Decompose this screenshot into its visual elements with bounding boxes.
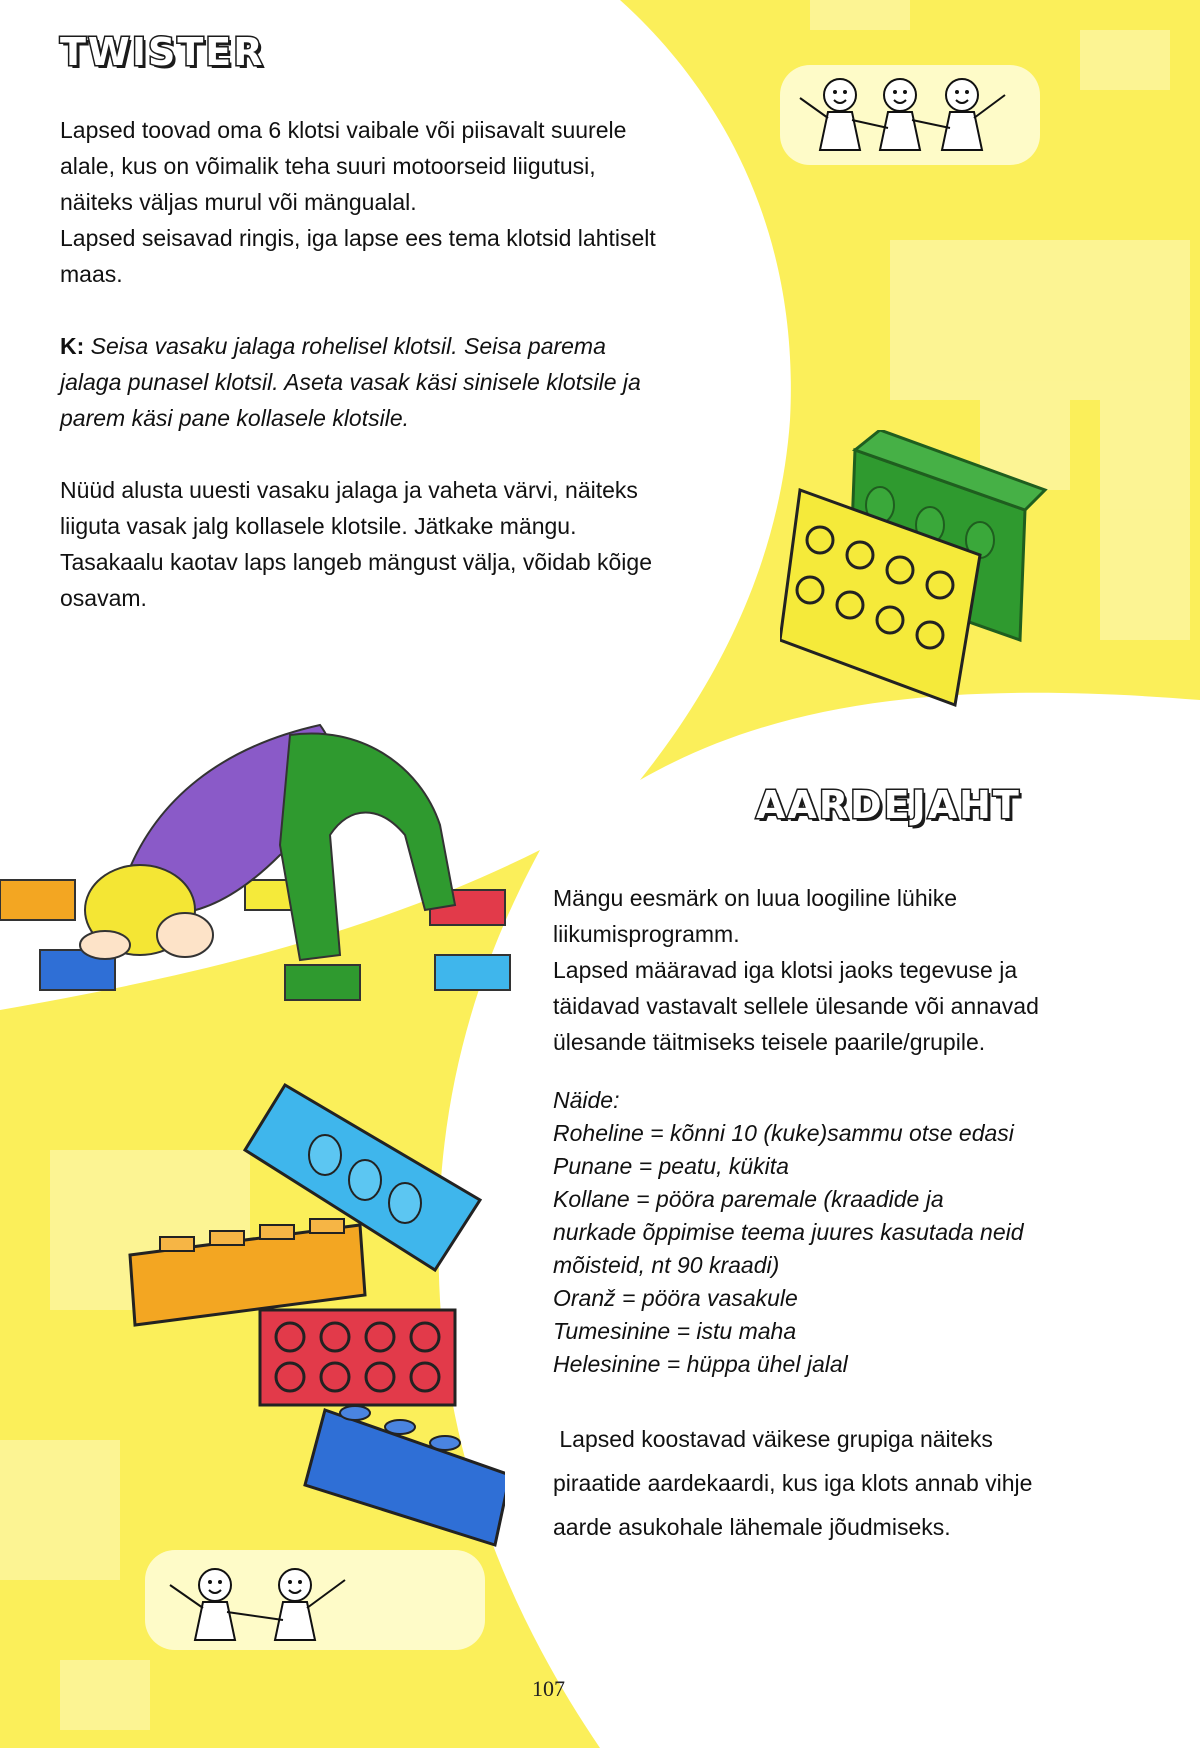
aardejaht-title: AARDEJAHT: [756, 783, 1021, 827]
example-line: Tumesinine = istu maha: [553, 1318, 797, 1344]
spacer: [553, 1060, 1153, 1084]
aardejaht-intro-line: Mängu eesmärk on luua loogiline lühike: [553, 885, 958, 911]
example-line: Helesinine = hüppa ühel jalal: [553, 1351, 848, 1377]
brick-stack-illustration: [125, 1075, 505, 1555]
light-blue-brick: [435, 955, 510, 990]
twister-continue-line: Nüüd alusta uuesti vasaku jalaga ja vaheta värvi, näiteks: [60, 477, 638, 503]
aardejaht-body: [553, 880, 1153, 1549]
example-line: Näide:: [553, 1087, 620, 1113]
twister-body: [60, 112, 740, 616]
k-label: K:: [60, 333, 85, 359]
child-twister-illustration: [0, 705, 520, 1005]
red-brick-large: [260, 1310, 455, 1405]
spacer: [60, 436, 740, 472]
two-kids-icon: [160, 1560, 360, 1645]
aardejaht-final: [553, 1417, 1153, 1549]
example-line: Roheline = kõnni 10 (kuke)sammu otse edasi: [553, 1120, 1014, 1146]
orange-brick: [0, 880, 75, 920]
aardejaht-intro-line: liikumisprogramm.: [553, 921, 740, 947]
final-line: piraatide aardekaardi, kus iga klots annab vihje: [553, 1470, 1033, 1496]
twister-continue-line: liiguta vasak jalg kollasele klotsile. Jätkake mängu.: [60, 513, 577, 539]
twister-continue-line: osavam.: [60, 585, 147, 611]
three-kids-icon: [790, 70, 1030, 160]
twister-k-line: jalaga punasel klotsil. Aseta vasak käsi sinisele klotsile ja: [60, 369, 641, 395]
twister-continue-line: Tasakaalu kaotav laps langeb mängust välja, võidab kõige: [60, 549, 652, 575]
twister-k-line: parem käsi pane kollasele klotsile.: [60, 405, 410, 431]
twister-intro-line: Lapsed toovad oma 6 klotsi vaibale või piisavalt suurele: [60, 117, 627, 143]
k-instruction: Seisa vasaku jalaga rohelisel klotsil. Seisa parema: [90, 333, 606, 359]
twister-intro-line: näiteks väljas murul või mängualal.: [60, 189, 417, 215]
spacer: [60, 292, 740, 328]
final-line: aarde asukohale lähemale jõudmiseks.: [553, 1514, 951, 1540]
example-line: Kollane = pööra paremale (kraadide ja: [553, 1186, 944, 1212]
final-line: Lapsed koostavad väikese grupiga näiteks: [553, 1426, 993, 1452]
twister-intro-line: maas.: [60, 261, 123, 287]
page-number: 107: [532, 1676, 565, 1701]
aardejaht-intro-line: Lapsed määravad iga klotsi jaoks tegevuse ja: [553, 957, 1018, 983]
example-line: Punane = peatu, kükita: [553, 1153, 789, 1179]
green-brick-small: [285, 965, 360, 1000]
twister-title: TWISTER: [60, 30, 265, 74]
twister-intro-line: alale, kus on võimalik teha suuri motoorseid liigutusi,: [60, 153, 596, 179]
example-line: nurkade õppimise teema juures kasutada neid: [553, 1219, 1024, 1245]
green-yellow-bricks-illustration: [780, 430, 1050, 710]
spacer: [553, 1381, 1153, 1417]
example-line: Oranž = pööra vasakule: [553, 1285, 798, 1311]
twister-k-line: [60, 328, 740, 364]
aardejaht-intro-line: täidavad vastavalt sellele ülesande või annavad: [553, 993, 1039, 1019]
aardejaht-example: [553, 1084, 1153, 1381]
aardejaht-intro-line: ülesande täitmiseks teisele paarile/grupile.: [553, 1029, 986, 1055]
example-line: mõisteid, nt 90 kraadi): [553, 1252, 780, 1278]
twister-intro-line: Lapsed seisavad ringis, iga lapse ees tema klotsid lahtiselt: [60, 225, 656, 251]
dark-blue-brick-large: [305, 1406, 505, 1545]
